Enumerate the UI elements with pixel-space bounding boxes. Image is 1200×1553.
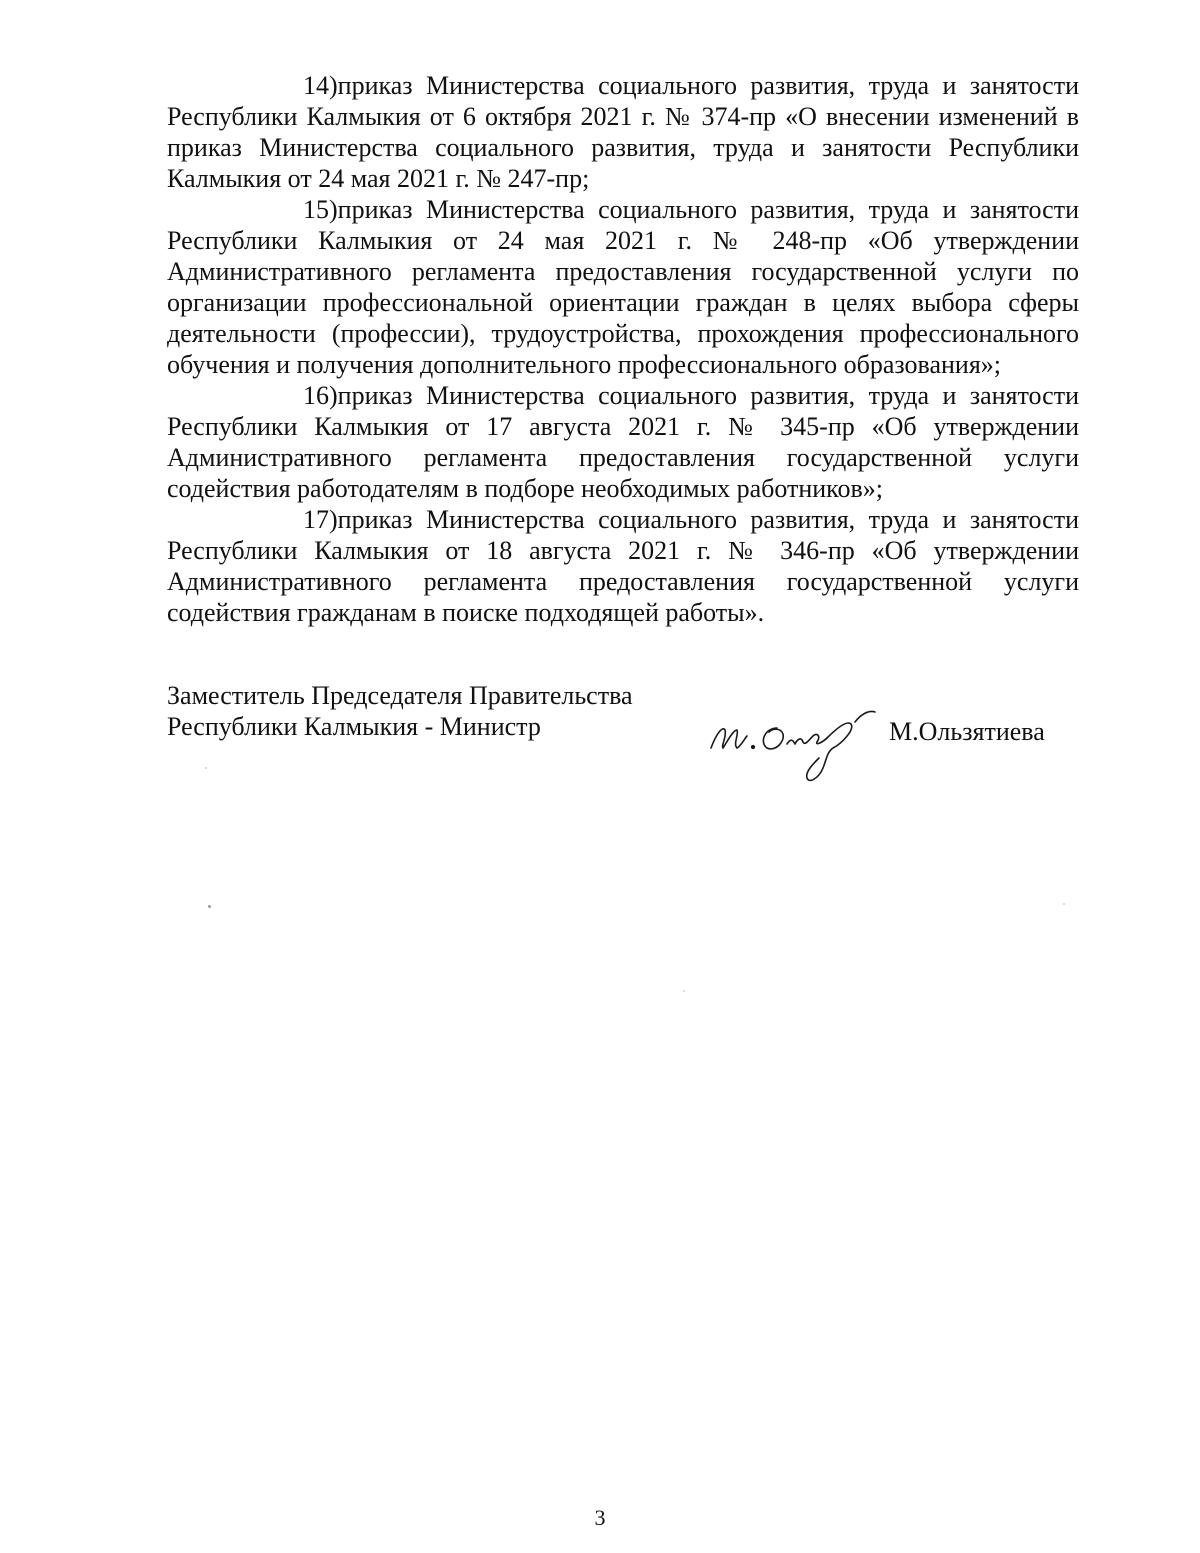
list-item-16: [167, 380, 1079, 504]
list-item-15: [167, 194, 1079, 380]
scan-speck: [205, 767, 207, 769]
list-item-number: 17): [303, 505, 338, 534]
list-item-text: приказ Министерства социального развития, труда и занятости Республики Калмыкия от 17 августа 2021 г. № 345-пр «Об утверждении Административного регламента предоставления государственной услуги содействия работодателям в подборе необходимых работников»;: [167, 381, 1079, 503]
handwritten-signature: [705, 692, 895, 792]
signatory-name: М.Ользятиева: [889, 717, 1045, 746]
list-item-number: 15): [303, 195, 338, 224]
scan-speck: [683, 990, 685, 992]
position-line-1: Заместитель Председателя Правительства: [167, 681, 633, 710]
position-line-2: Республики Калмыкия - Министр: [167, 712, 541, 741]
list-item-number: 14): [303, 71, 338, 100]
list-item-text: приказ Министерства социального развития, труда и занятости Республики Калмыкия от 6 октября 2021 г. № 374-пр «О внесении изменений в приказ Министерства социального развития, труда и занятости Республики Калмыкия от 24 мая 2021 г. № 247-пр;: [167, 71, 1079, 193]
scan-speck: [208, 905, 211, 908]
scan-speck: [1063, 903, 1065, 905]
document-body: [167, 70, 1079, 628]
signature-block: [167, 680, 1079, 800]
list-item-text: приказ Министерства социального развития, труда и занятости Республики Калмыкия от 24 мая 2021 г. № 248-пр «Об утверждении Административного регламента предоставления государственной услуги по организации профессиональной ориентации граждан в целях выбора сферы деятельности (профессии), трудоустройства, прохождения профессионального обучения и получения дополнительного профессионального образования»;: [167, 195, 1079, 379]
page-number: 3: [594, 1505, 606, 1530]
list-item-number: 16): [303, 381, 338, 410]
list-item-14: [167, 70, 1079, 194]
list-item-text: приказ Министерства социального развития, труда и занятости Республики Калмыкия от 18 августа 2021 г. № 346-пр «Об утверждении Административного регламента предоставления государственной услуги содействия гражданам в поиске подходящей работы».: [167, 505, 1079, 627]
signatory-position: [167, 680, 633, 742]
list-item-17: [167, 504, 1079, 628]
